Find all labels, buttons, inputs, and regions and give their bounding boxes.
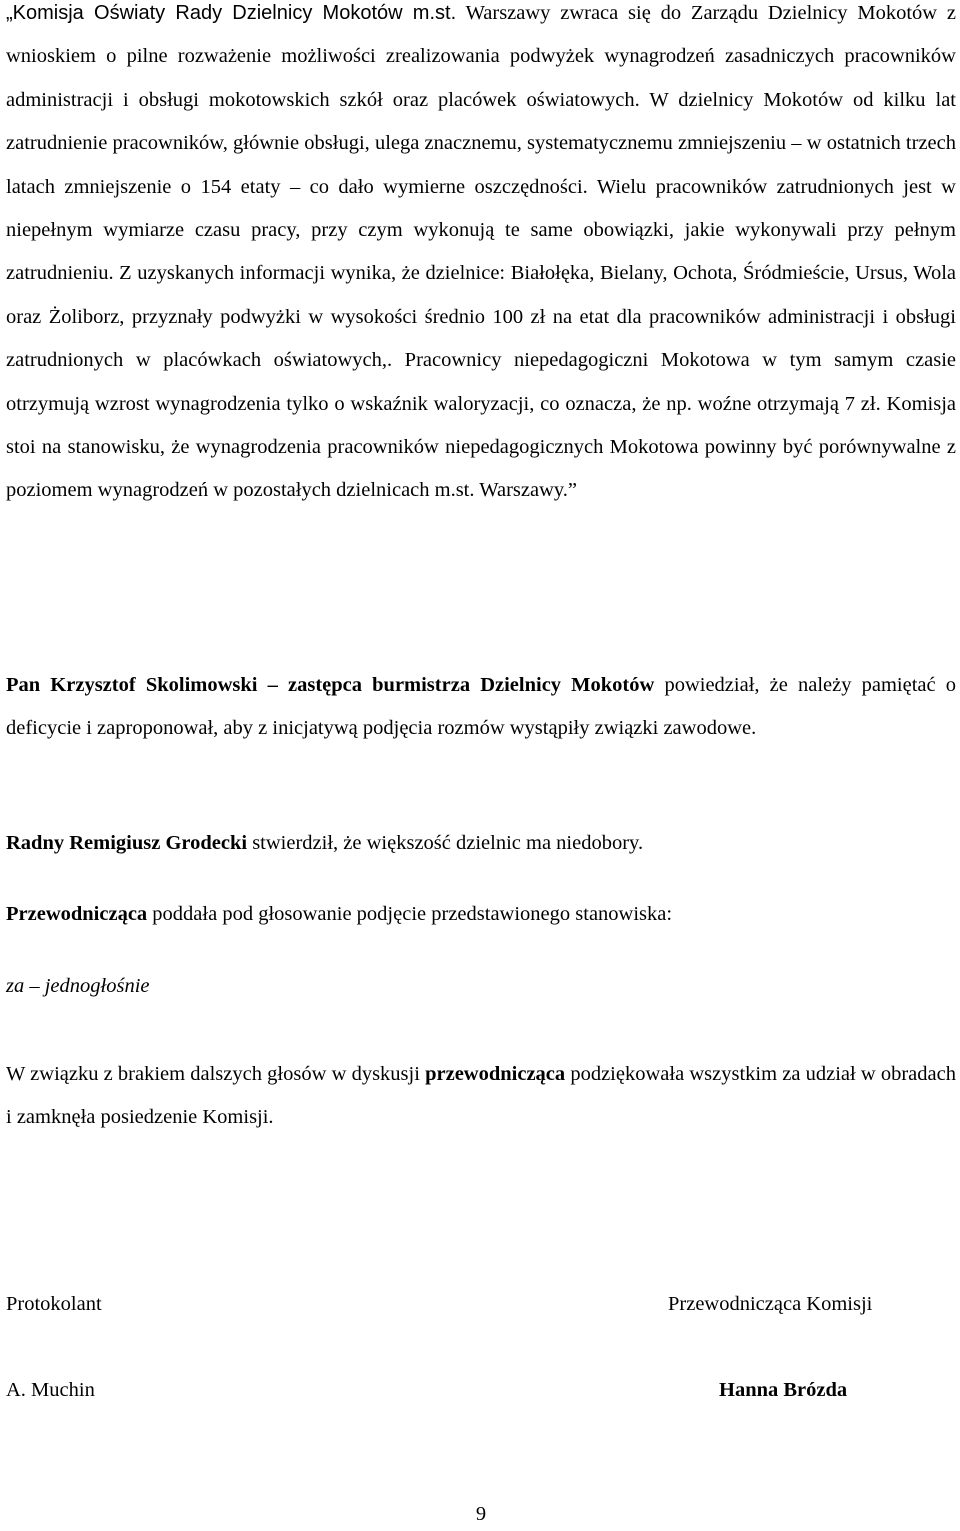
chairwoman-name: Hanna Brózda (719, 1379, 848, 1401)
speaker-text: powiedział, że należy pamiętać o deficycie i zaproponował, aby z inicjatywą podjęcia rozmów wystąpiły związki zawodowe. (6, 674, 956, 739)
speaker-name: Pan Krzysztof Skolimowski – zastępca burmistrza Dzielnicy Mokotów (6, 674, 655, 696)
statement-body: Warszawy zwraca się do Zarządu Dzielnicy Mokotów z wnioskiem o pilne rozważenie możliwości zrealizowania podwyżek wynagrodzeń zasadniczych pracowników administracji i obsługi mokotowskich szkół oraz placówek oświatowych. W dzielnicy Mokotów od kilku lat zatrudnienie pracowników, głównie obsługi, ulega znacznemu, systematycznemu zmniejszeniu – w ostatnich trzech latach zmniejszenie o 154 etaty – co dało wymierne oszczędności. Wielu pracowników zatrudnionych jest w niepełnym wymiarze czasu pracy, przy czym wykonują te same obowiązki, jakie wykonywali przy pełnym zatrudnieniu. Z uzyskanych informacji wynika, że dzielnice: Białołęka, Bielany, Ochota, Śródmieście, Ursus, Wola oraz Żoliborz, przyznały podwyżki w wysokości średnio 100 zł na etat dla pracowników administracji i obsługi zatrudnionych w placówkach oświatowych,. Pracownicy niepedagogiczni Mokotowa w tym samym czasie otrzymują wzrost wynagrodzenia tylko o wskaźnik waloryzacji, co oznacza, że np. woźne otrzymają 7 zł. Komisja stoi na stanowisku, że wynagrodzenia pracowników niepedagogicznych Mokotowa powinny być porównywalne z poziomem wynagrodzeń w pozostałych dzielnicach m.st. Warszawy.” (6, 2, 956, 502)
closing-paragraph (6, 1053, 956, 1139)
commission-statement-paragraph (6, 0, 956, 513)
chairwoman-title: Przewodnicząca Komisji (668, 1293, 873, 1315)
councillor-paragraph (6, 822, 956, 865)
closing-text-end: podziękowała wszystkim za udział w obradach i zamknęła posiedzenie Komisji. (6, 1063, 956, 1128)
speaker-name: Radny Remigiusz Grodecki (6, 832, 248, 854)
deputy-mayor-paragraph (6, 664, 956, 750)
chairwoman-vote-paragraph (6, 893, 956, 936)
statement-opening: „Komisja Oświaty Rady Dzielnicy Mokotów m.st. (6, 2, 457, 24)
closing-bold-role: przewodnicząca (425, 1063, 566, 1085)
speaker-text: poddała pod głosowanie podjęcie przedstawionego stanowiska: (147, 903, 673, 925)
closing-text-start: W związku z brakiem dalszych głosów w dyskusji (6, 1063, 426, 1085)
speaker-text: stwierdził, że większość dzielnic ma niedobory. (247, 832, 644, 854)
page-number: 9 (475, 1503, 487, 1525)
recorder-title: Protokolant (6, 1293, 102, 1315)
vote-result: za – jednogłośnie (6, 975, 150, 997)
speaker-name: Przewodnicząca (6, 903, 148, 925)
recorder-name: A. Muchin (6, 1379, 95, 1401)
